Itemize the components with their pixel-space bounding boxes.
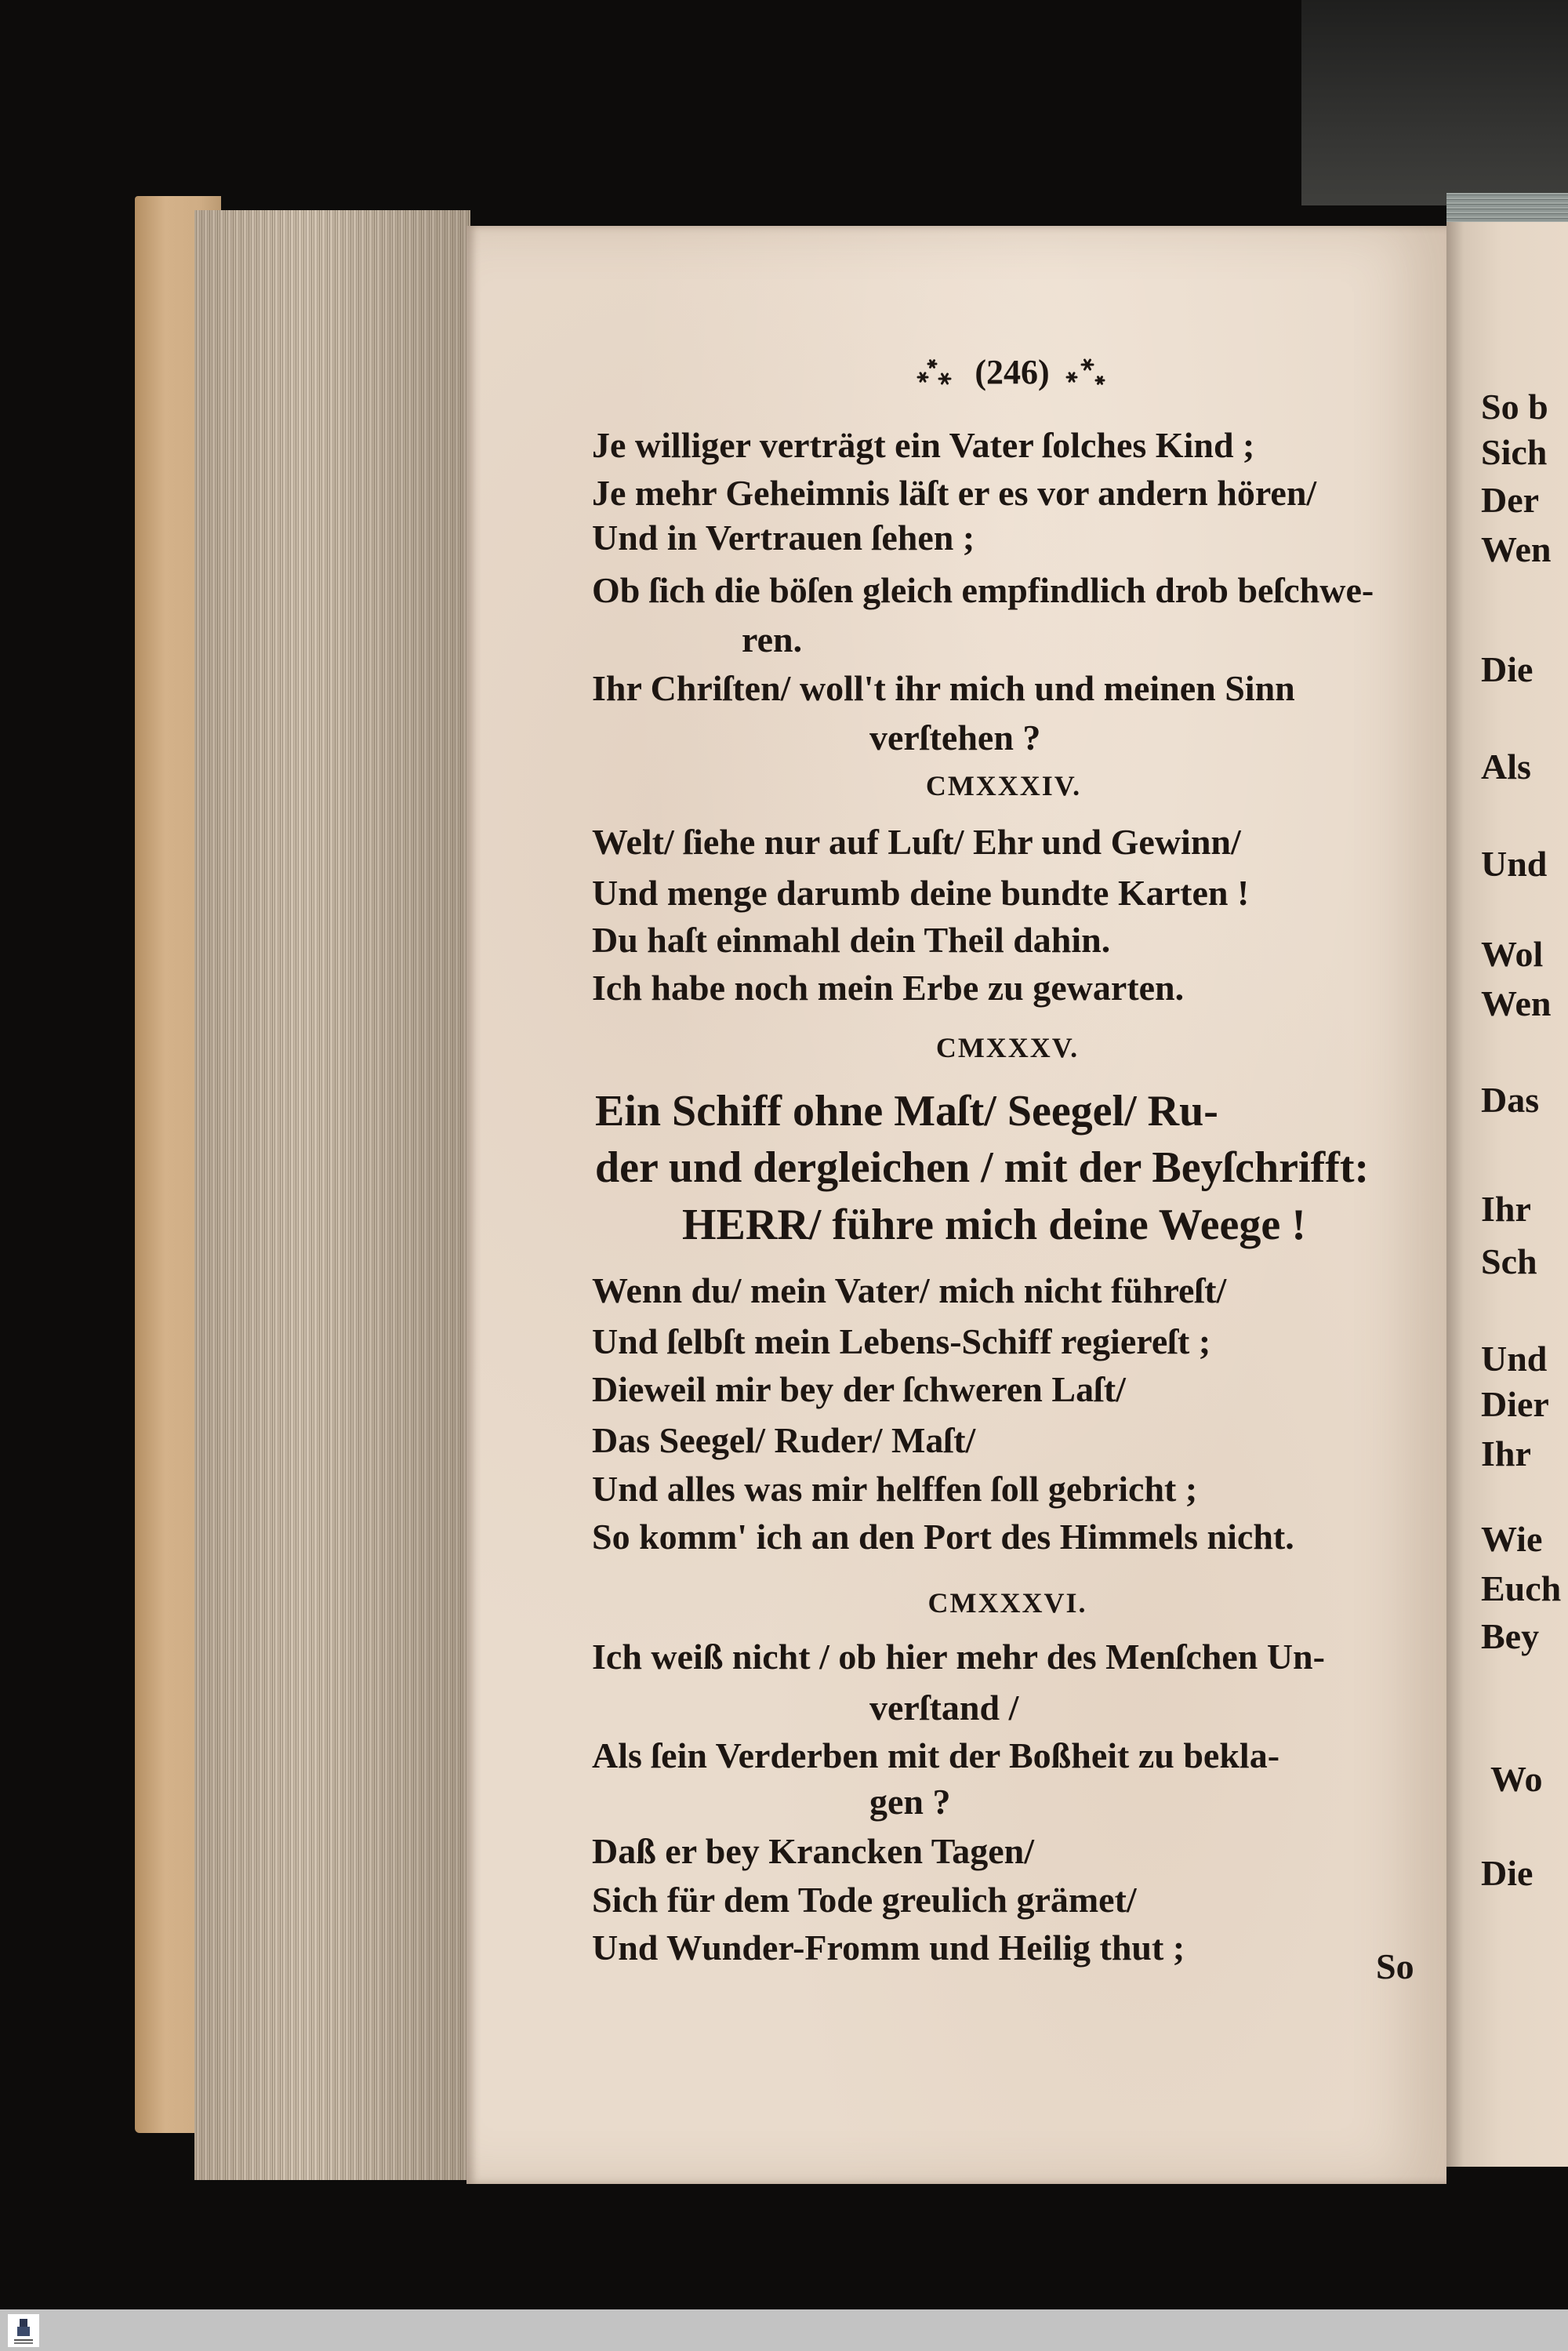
verse-line: Und alles was mir helffen ſoll gebricht ; — [592, 1469, 1198, 1509]
verse-line: Je mehr Geheimnis läſt er es vor andern hören/ — [592, 473, 1317, 513]
verse-line: Und ſelbſt mein Lebens-Schiff regiereſt ; — [592, 1321, 1211, 1361]
right-page-line-fragment: Dier — [1481, 1384, 1549, 1424]
emblem-heading-line: der und dergleichen / mit der Beyſchrifft: — [595, 1143, 1370, 1192]
verse-line-continuation: verſtand / — [869, 1688, 1019, 1728]
section-number: CMXXXVI. — [927, 1587, 1087, 1619]
verse-line: Welt/ ſiehe nur auf Luſt/ Ehr und Gewinn/ — [592, 822, 1241, 862]
right-page-line-fragment: Wie — [1481, 1519, 1543, 1559]
right-page-line-fragment: Der — [1481, 480, 1540, 520]
verse-line: Dieweil mir bey der ſchweren Laſt/ — [592, 1369, 1126, 1409]
verse-line: Wenn du/ mein Vater/ mich nicht führeſt/ — [592, 1270, 1227, 1310]
right-page-line-fragment: Wol — [1481, 934, 1544, 974]
verse-line: Und in Vertrauen ſehen ; — [592, 518, 975, 558]
verse-line: Sich für dem Tode greulich grämet/ — [592, 1880, 1137, 1920]
emblem-heading-line: Ein Schiff ohne Maſt/ Seegel/ Ru- — [595, 1087, 1218, 1136]
section-number: CMXXXV. — [935, 1032, 1080, 1063]
verse-line-continuation: gen ? — [869, 1782, 951, 1822]
verse-line: So komm' ich an den Port des Himmels nicht. — [592, 1517, 1294, 1557]
verse-line-continuation: ren. — [742, 620, 803, 660]
verse-line: Daß er bey Krancken Tagen/ — [592, 1831, 1034, 1871]
viewer-footer-bar — [0, 2309, 1568, 2351]
verse-line: Ob ſich die böſen gleich empfindlich drob beſchwe- — [592, 570, 1374, 610]
asterism-ornament-icon — [1061, 354, 1111, 391]
verse-line: Ich habe noch mein Erbe zu gewarten. — [592, 968, 1185, 1008]
right-page-line-fragment: Sich — [1481, 432, 1548, 472]
right-page-line-fragment: Ihr — [1481, 1189, 1531, 1229]
right-page-line-fragment: Wen — [1481, 529, 1552, 569]
verse-line: Und menge darumb deine bundte Karten ! — [592, 873, 1250, 913]
catchword: So — [1376, 1946, 1414, 1986]
right-page-line-fragment: Und — [1481, 844, 1548, 884]
section-number: CMXXXIV. — [925, 770, 1082, 801]
right-page-line-fragment: Das — [1481, 1080, 1540, 1120]
right-page-top-edges — [1446, 193, 1568, 226]
right-page-line-fragment: Sch — [1481, 1241, 1537, 1281]
right-page-line-fragment: Euch — [1481, 1568, 1562, 1608]
right-page-line-fragment: Wo — [1490, 1759, 1543, 1799]
page-header — [874, 349, 1150, 396]
right-page-line-fragment: Die — [1481, 649, 1534, 689]
asterism-ornament-icon — [913, 354, 964, 391]
verse-line: Ich weiß nicht / ob hier mehr des Menſchen Un- — [592, 1637, 1325, 1677]
emblem-heading-line: HERR/ führe mich deine Weege ! — [682, 1201, 1306, 1249]
library-logo-icon[interactable] — [8, 2314, 39, 2347]
right-page-line-fragment: Die — [1481, 1853, 1534, 1893]
page-stack-edges — [194, 210, 470, 2180]
right-page-line-fragment: Ihr — [1481, 1433, 1531, 1473]
right-page-line-fragment: Und — [1481, 1339, 1548, 1379]
verse-line: Und Wunder-Fromm und Heilig thut ; — [592, 1928, 1185, 1968]
right-page — [1446, 222, 1568, 2167]
right-page-line-fragment: Als — [1481, 747, 1531, 787]
verse-line: Das Seegel/ Ruder/ Maſt/ — [592, 1420, 976, 1460]
right-page-line-fragment: Bey — [1481, 1616, 1540, 1656]
verse-line-continuation: verſtehen ? — [869, 718, 1041, 758]
right-page-line-fragment: So b — [1481, 387, 1548, 427]
page-number: (246) — [975, 353, 1050, 391]
verse-line: Ihr Chriſten/ woll't ihr mich und meinen Sinn — [592, 668, 1295, 708]
left-page — [466, 226, 1446, 2184]
right-page-line-fragment: Wen — [1481, 983, 1552, 1023]
verse-line: Du haſt einmahl dein Theil dahin. — [592, 920, 1111, 960]
verse-line: Als ſein Verderben mit der Boßheit zu bekla- — [592, 1735, 1280, 1775]
background-top-right — [1301, 0, 1568, 205]
verse-line: Je williger verträgt ein Vater ſolches Kind ; — [592, 425, 1255, 465]
